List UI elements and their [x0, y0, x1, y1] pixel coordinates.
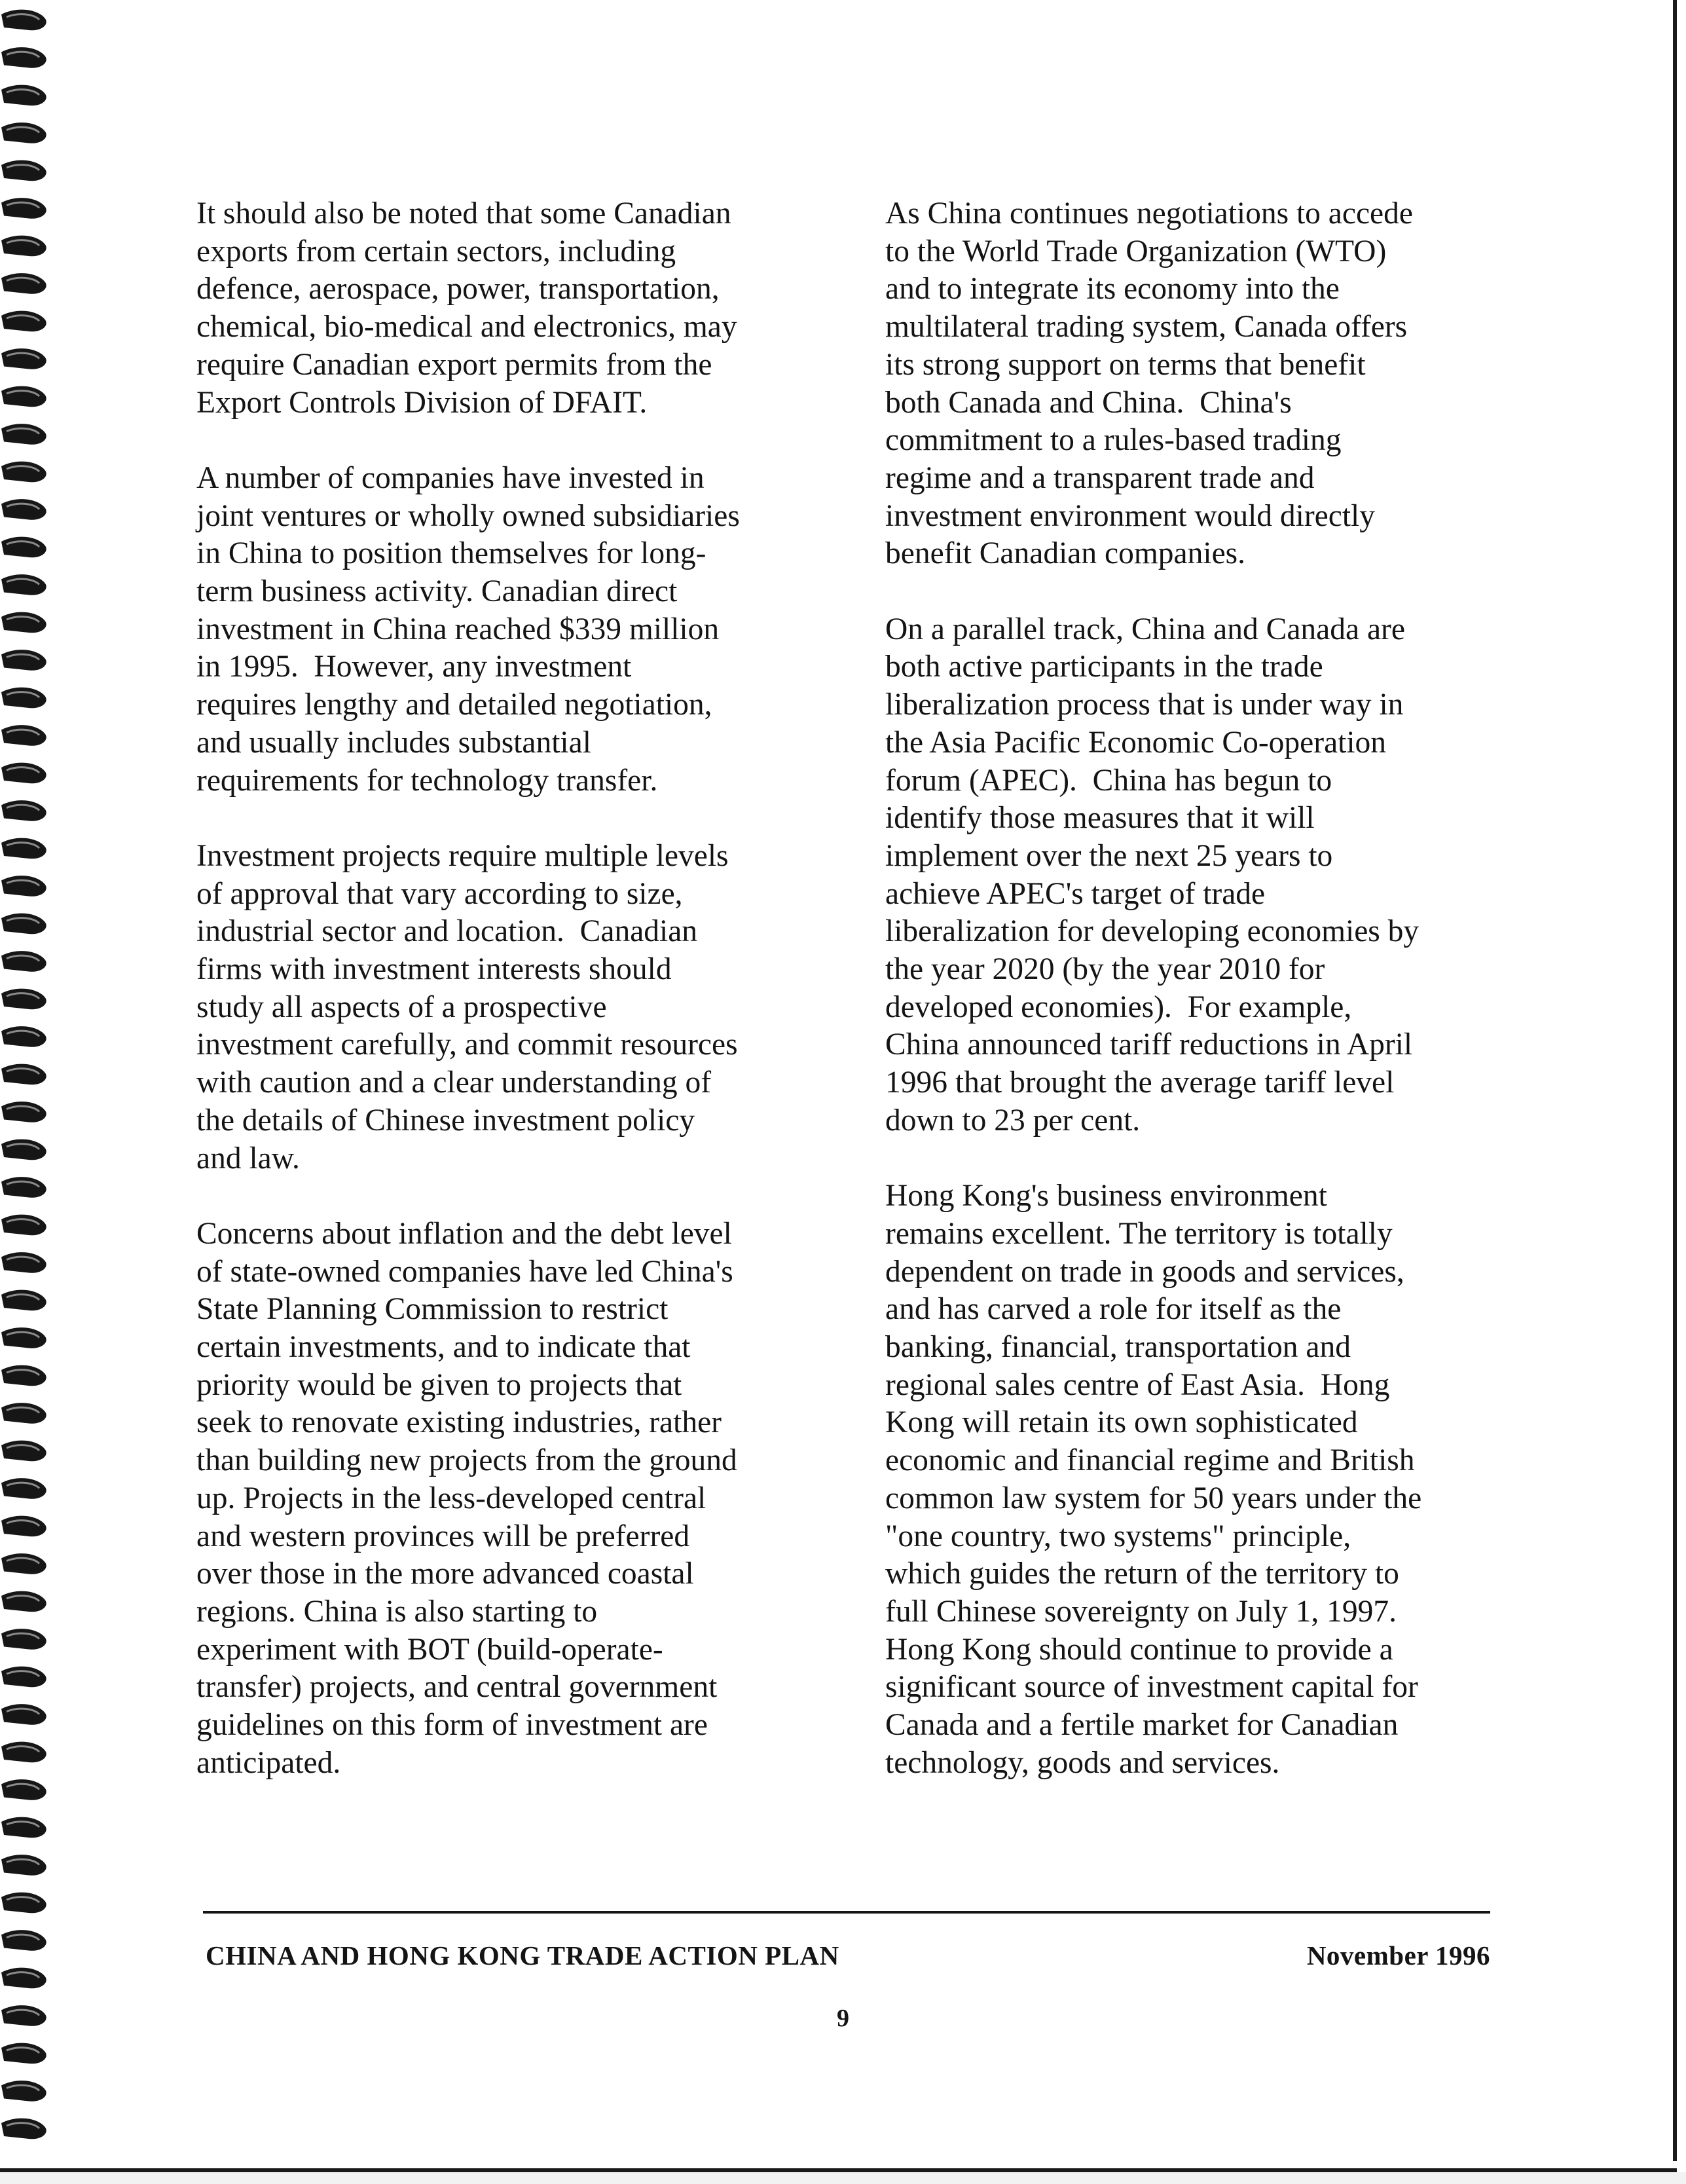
text-line: the year 2020 (by the year 2010 for [885, 952, 1325, 987]
page-edge-right [1673, 0, 1677, 2161]
text-line: chemical, bio-medical and electronics, may [196, 310, 737, 344]
binding-loop [1, 1930, 46, 1951]
text-line: forum (APEC). China has begun to [885, 763, 1332, 798]
text-line: China announced tariff reductions in April [885, 1027, 1413, 1062]
binding-loop [1, 1591, 46, 1612]
footer-rule [203, 1911, 1490, 1914]
text-line: and to integrate its economy into the [885, 272, 1340, 306]
text-line: the Asia Pacific Economic Co-operation [885, 725, 1387, 760]
text-line: regional sales centre of East Asia. Hong [885, 1367, 1390, 1402]
text-line: exports from certain sectors, including [196, 234, 676, 268]
text-line: significant source of investment capital for [885, 1670, 1418, 1705]
binding-loop [1, 838, 46, 859]
text-line: of state-owned companies have led China's [196, 1254, 733, 1289]
paragraph [196, 460, 812, 800]
text-line: and has carved a role for itself as the [885, 1292, 1342, 1327]
text-line: investment in China reached $339 million [196, 612, 720, 646]
text-line: joint ventures or wholly owned subsidiaries [196, 498, 740, 533]
text-line: implement over the next 25 years to [885, 838, 1333, 873]
text-line: requires lengthy and detailed negotiation, [196, 688, 712, 722]
text-line: and law. [196, 1141, 300, 1175]
right-column [885, 195, 1514, 1820]
text-line: its strong support on terms that benefit [885, 347, 1366, 382]
text-line: Kong will retain its own sophisticated [885, 1405, 1358, 1440]
binding-loop [1, 311, 46, 332]
binding-loop [1, 1101, 46, 1122]
text-line: It should also be noted that some Canadian [196, 196, 731, 231]
binding-loop [1, 650, 46, 671]
text-line: defence, aerospace, power, transportation, [196, 272, 720, 306]
text-line: Export Controls Division of DFAIT. [196, 385, 648, 420]
binding-loop [1, 763, 46, 784]
text-line: seek to renovate existing industries, rather [196, 1405, 722, 1440]
text-line: down to 23 per cent. [885, 1103, 1141, 1138]
text-line: Canada and a fertile market for Canadian [885, 1708, 1399, 1743]
binding-loop [1, 1327, 46, 1348]
text-line: the details of Chinese investment policy [196, 1103, 695, 1138]
text-line: anticipated. [196, 1745, 341, 1780]
text-line: up. Projects in the less-developed central [196, 1481, 706, 1515]
binding-loop [1, 1139, 46, 1160]
page-edge-strip [0, 2172, 1686, 2184]
binding-loop [1, 951, 46, 972]
text-line: of approval that vary according to size, [196, 876, 683, 911]
paragraph [885, 611, 1514, 1140]
binding-loop [1, 1516, 46, 1537]
binding-loop [1, 725, 46, 746]
text-line: remains excellent. The territory is totally [885, 1216, 1393, 1251]
text-line: experiment with BOT (build-operate- [196, 1632, 663, 1667]
text-line: over those in the more advanced coastal [196, 1557, 694, 1591]
binding-loop [1, 85, 46, 106]
binding-loop [1, 1742, 46, 1763]
binding-loop [1, 386, 46, 407]
text-line: investment environment would directly [885, 498, 1375, 533]
binding-loop [1, 1215, 46, 1236]
binding-loop [1, 273, 46, 294]
text-line: study all aspects of a prospective [196, 990, 607, 1024]
text-line: investment carefully, and commit resources [196, 1027, 738, 1062]
binding-loop [1, 1893, 46, 1914]
page-number: 9 [837, 2005, 849, 2032]
text-line: priority would be given to projects that [196, 1367, 682, 1402]
text-line: with caution and a clear understanding of [196, 1065, 712, 1100]
text-line: multilateral trading system, Canada offers [885, 310, 1408, 344]
text-line: liberalization for developing economies by [885, 914, 1420, 949]
binding-loop [1, 47, 46, 68]
text-line: State Planning Commission to restrict [196, 1292, 669, 1327]
text-line: identify those measures that it will [885, 801, 1315, 836]
text-line: regions. China is also starting to [196, 1594, 598, 1629]
text-line: transfer) projects, and central government [196, 1670, 718, 1705]
binding-loop [1, 876, 46, 897]
binding-loop [1, 1968, 46, 1989]
binding-loop [1, 2119, 46, 2139]
text-line: Hong Kong's business environment [885, 1179, 1327, 1213]
text-line: benefit Canadian companies. [885, 536, 1246, 571]
binding-loop [1, 1177, 46, 1198]
binding-loop [1, 122, 46, 143]
binding-loop [1, 1704, 46, 1725]
binding-loop [1, 989, 46, 1010]
text-line: Concerns about inflation and the debt level [196, 1216, 732, 1251]
binding-loop [1, 462, 46, 483]
text-line: achieve APEC's target of trade [885, 876, 1266, 911]
binding-loop [1, 424, 46, 445]
binding-loop [1, 1667, 46, 1688]
binding-loop [1, 800, 46, 821]
paragraph [885, 1177, 1514, 1782]
binding-loop [1, 1817, 46, 1838]
binding-loop [1, 1252, 46, 1273]
binding-loop [1, 612, 46, 633]
binding-loop [1, 1553, 46, 1574]
text-line: both active participants in the trade [885, 650, 1323, 684]
spiral-binding [0, 0, 54, 2184]
text-line: both Canada and China. China's [885, 385, 1292, 420]
text-line: in China to position themselves for long- [196, 536, 706, 571]
binding-loop [1, 2043, 46, 2064]
binding-loop [1, 1064, 46, 1085]
left-column [196, 195, 812, 1820]
text-line: certain investments, and to indicate that [196, 1330, 691, 1365]
binding-loop [1, 2081, 46, 2101]
paragraph [196, 195, 812, 422]
text-line: technology, goods and services. [885, 1745, 1280, 1780]
binding-loop [1, 1365, 46, 1386]
text-line: than building new projects from the ground [196, 1443, 737, 1478]
binding-loop [1, 499, 46, 520]
text-line: guidelines on this form of investment are [196, 1708, 708, 1743]
binding-loop [1, 1779, 46, 1800]
text-line: term business activity. Canadian direct [196, 574, 678, 609]
text-line: firms with investment interests should [196, 952, 672, 987]
text-line: dependent on trade in goods and services, [885, 1254, 1404, 1289]
binding-loop [1, 1026, 46, 1047]
text-line: "one country, two systems" principle, [885, 1519, 1351, 1553]
text-line: developed economies). For example, [885, 990, 1352, 1024]
binding-loop [1, 1290, 46, 1311]
binding-loop [1, 1629, 46, 1650]
page-edge-bottom [0, 2168, 1677, 2172]
text-line: On a parallel track, China and Canada are [885, 612, 1405, 646]
paragraph [885, 195, 1514, 573]
text-line: and usually includes substantial [196, 725, 591, 760]
text-line: banking, financial, transportation and [885, 1330, 1351, 1365]
text-line: require Canadian export permits from the [196, 347, 712, 382]
binding-loop [1, 160, 46, 181]
binding-loop [1, 688, 46, 709]
text-line: A number of companies have invested in [196, 460, 705, 495]
binding-loop [1, 1403, 46, 1424]
text-line: common law system for 50 years under the [885, 1481, 1422, 1515]
paragraph [196, 838, 812, 1177]
text-line: industrial sector and location. Canadian [196, 914, 698, 949]
paragraph [196, 1215, 812, 1783]
text-line: regime and a transparent trade and [885, 460, 1315, 495]
binding-loop [1, 1441, 46, 1462]
text-line: 1996 that brought the average tariff level [885, 1065, 1395, 1100]
footer-date: November 1996 [1306, 1940, 1490, 1971]
text-line: requirements for technology transfer. [196, 763, 658, 798]
text-line: and western provinces will be preferred [196, 1519, 690, 1553]
binding-loop [1, 537, 46, 558]
footer-title: CHINA AND HONG KONG TRADE ACTION PLAN [206, 1940, 839, 1971]
text-line: in 1995. However, any investment [196, 650, 632, 684]
text-line: which guides the return of the territory to [885, 1557, 1399, 1591]
text-line: economic and financial regime and British [885, 1443, 1415, 1478]
binding-loop [1, 198, 46, 219]
binding-loop [1, 348, 46, 369]
binding-loop [1, 236, 46, 257]
text-line: liberalization process that is under way in [885, 688, 1404, 722]
text-line: full Chinese sovereignty on July 1, 1997. [885, 1594, 1397, 1629]
binding-loop [1, 1855, 46, 1876]
text-line: Hong Kong should continue to provide a [885, 1632, 1393, 1667]
binding-loop [1, 10, 46, 31]
binding-loop [1, 574, 46, 595]
text-line: As China continues negotiations to accede [885, 196, 1413, 231]
binding-loop [1, 914, 46, 935]
text-line: Investment projects require multiple levels [196, 838, 729, 873]
text-line: commitment to a rules-based trading [885, 423, 1342, 458]
text-line: to the World Trade Organization (WTO) [885, 234, 1387, 268]
binding-loop [1, 1478, 46, 1499]
